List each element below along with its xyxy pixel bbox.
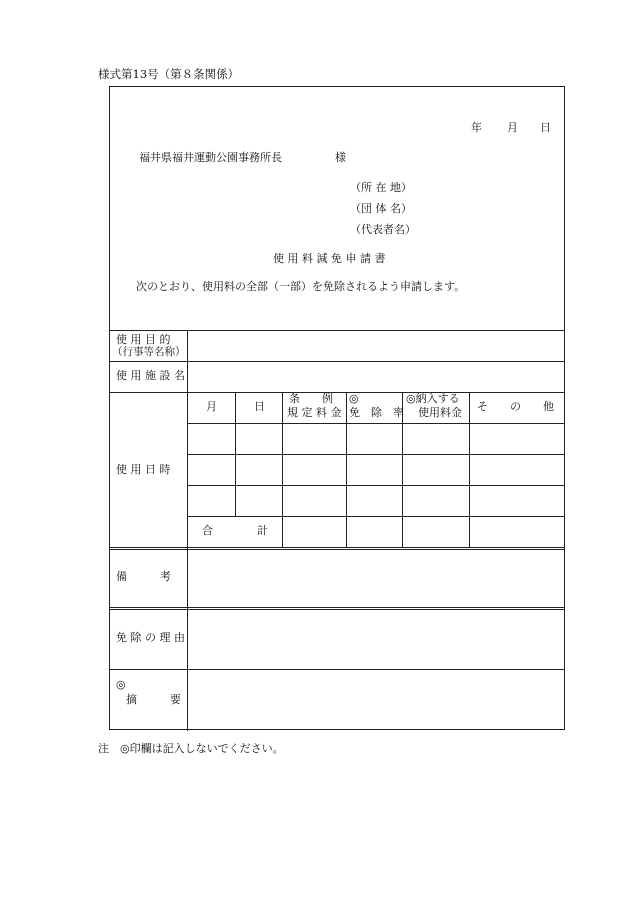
- applicant-address-label: （所 在 地）: [350, 181, 412, 194]
- date-month-label: 月: [507, 121, 518, 134]
- purpose-sublabel: （行事等名称）: [112, 346, 186, 358]
- applicant-organization-label: （団 体 名）: [350, 202, 412, 215]
- document-title: 使 用 料 減 免 申 請 書: [273, 252, 386, 265]
- applicant-representative-label: （代表者名）: [350, 223, 416, 236]
- fee-header-line1: 条 例: [289, 392, 333, 405]
- remarks-label: 備 考: [116, 570, 171, 583]
- application-form: [109, 86, 565, 730]
- footnote: 注 ◎印欄は記入しないでください。: [98, 742, 284, 755]
- other-header: そ の 他: [477, 400, 554, 413]
- facility-label: 使 用 施 設 名: [116, 369, 185, 382]
- form-number: 様式第13号（第８条関係）: [98, 67, 240, 81]
- pay-header-line2: 使用料金: [418, 406, 462, 419]
- rate-header-line2: 免 除 率: [349, 406, 404, 419]
- total-label: 合 計: [202, 524, 268, 537]
- purpose-label: 使 用 目 的: [116, 333, 171, 346]
- rate-header-line1: ◎: [349, 392, 359, 405]
- pay-header-line1: ◎納入する: [406, 392, 460, 405]
- reason-label: 免 除 の 理 由: [116, 631, 185, 644]
- summary-label: 摘 要: [126, 693, 181, 706]
- intro-text: 次のとおり、使用料の全部（一部）を免除されるよう申請します。: [136, 280, 466, 293]
- datetime-label: 使 用 日 時: [116, 463, 171, 476]
- month-header: 月: [206, 400, 217, 413]
- fee-header-line2: 規 定 料 金: [287, 406, 342, 419]
- addressee-name: 福井県福井運動公園事務所長: [139, 151, 282, 164]
- date-day-label: 日: [540, 121, 551, 134]
- summary-mark: ◎: [116, 678, 126, 691]
- addressee-honorific: 様: [335, 151, 346, 164]
- date-year-label: 年: [471, 121, 482, 134]
- day-header: 日: [254, 400, 265, 413]
